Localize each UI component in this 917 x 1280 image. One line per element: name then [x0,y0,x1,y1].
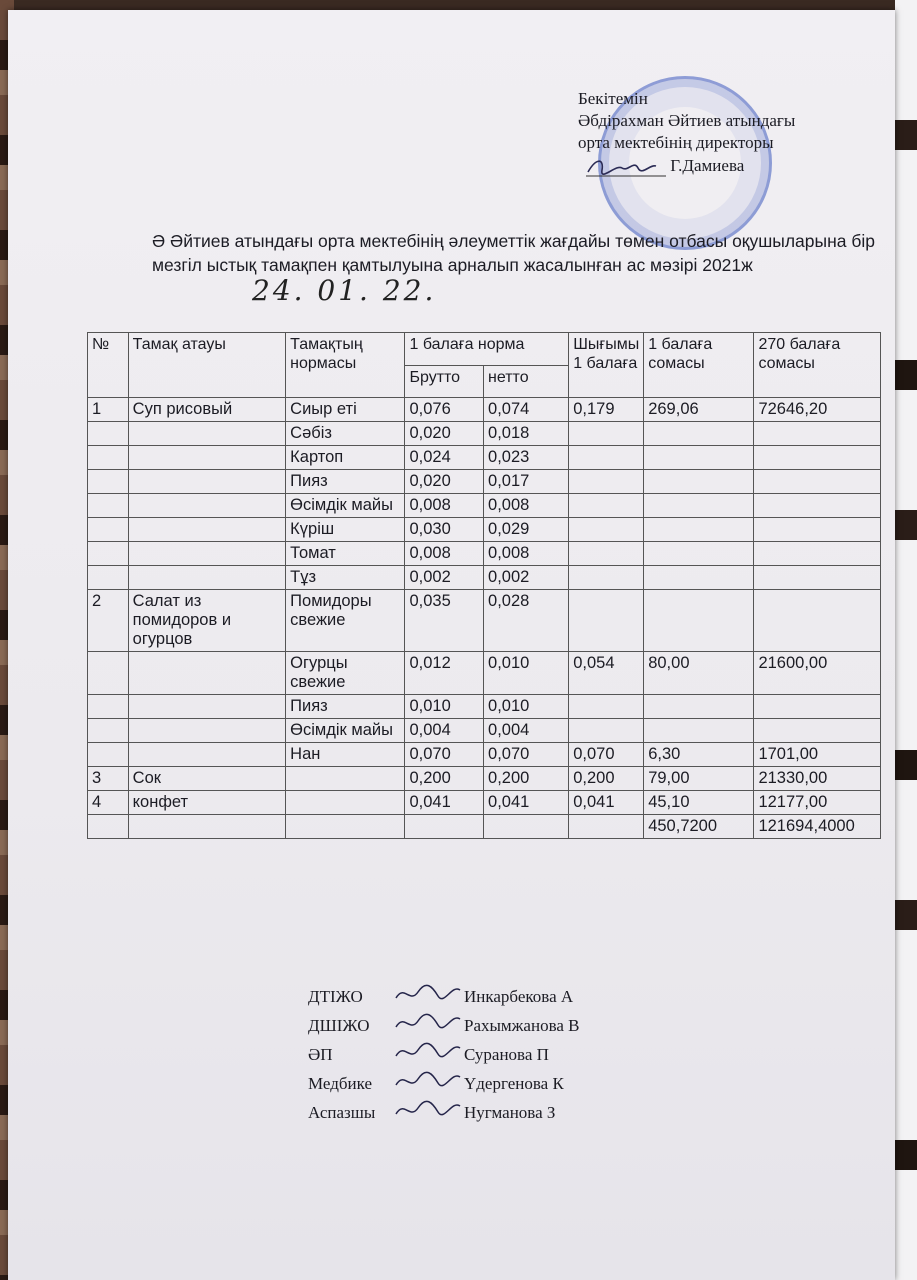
cell-product [286,815,405,839]
cell-yield [569,815,644,839]
table-row [88,398,881,422]
cell-gross: 0,008 [405,494,484,518]
signer-role: ӘП [308,1045,333,1064]
cell-yield [569,542,644,566]
cell-num [88,494,129,518]
document-title [152,229,892,307]
approval-director-name: Г.Дамиева [670,155,745,175]
table-body [88,398,881,839]
header-gross: Брутто [405,366,484,398]
cell-cost-all: 21600,00 [754,652,881,695]
cell-product: Пияз [286,695,405,719]
header-yield: Шығымы 1 балаға [569,333,644,398]
cell-net: 0,023 [484,446,569,470]
handwritten-signature [394,1069,464,1093]
signer-name: Үдергенова К [464,1074,564,1093]
table-row [88,470,881,494]
cell-cost-all [754,719,881,743]
cell-yield [569,719,644,743]
cell-net: 0,008 [484,542,569,566]
cell-num [88,542,129,566]
cell-gross: 0,200 [405,767,484,791]
cell-product: Томат [286,542,405,566]
table-row [88,542,881,566]
cell-cost-one: 450,7200 [644,815,754,839]
cell-cost-one [644,590,754,652]
cell-yield: 0,054 [569,652,644,695]
cell-net: 0,028 [484,590,569,652]
cell-cost-one [644,566,754,590]
menu-table [87,332,881,839]
cell-product: Пияз [286,470,405,494]
table-row [88,695,881,719]
cell-cost-one: 6,30 [644,743,754,767]
cell-dish: Суп рисовый [128,398,286,422]
table-header-row [88,333,881,366]
cell-cost-all [754,566,881,590]
cell-cost-one: 269,06 [644,398,754,422]
cell-cost-one [644,695,754,719]
header-net: нетто [484,366,569,398]
cell-dish [128,719,286,743]
header-norm: Тамақтың нормасы [286,333,405,398]
cell-cost-one: 80,00 [644,652,754,695]
cell-cost-one [644,470,754,494]
cell-num [88,719,129,743]
cell-cost-all: 21330,00 [754,767,881,791]
cell-net: 0,029 [484,518,569,542]
cell-dish [128,743,286,767]
cell-gross: 0,004 [405,719,484,743]
signer-row [308,1098,580,1127]
cell-cost-all: 12177,00 [754,791,881,815]
director-signature [586,154,666,180]
cell-cost-one [644,518,754,542]
cell-net: 0,017 [484,470,569,494]
cell-product: Өсімдік майы [286,494,405,518]
cell-num [88,815,129,839]
header-dish: Тамақ атауы [128,333,286,398]
cell-cost-all [754,695,881,719]
cell-cost-one [644,542,754,566]
cell-cost-one [644,446,754,470]
cell-dish [128,815,286,839]
cell-cost-one [644,719,754,743]
cell-num [88,446,129,470]
cell-yield [569,494,644,518]
cell-cost-all [754,470,881,494]
signer-name: Рахымжанова В [464,1016,580,1035]
cell-product: Өсімдік майы [286,719,405,743]
cell-cost-one: 79,00 [644,767,754,791]
cell-product: Помидоры свежие [286,590,405,652]
cell-gross [405,815,484,839]
cell-num [88,743,129,767]
signer-name: Инкарбекова А [464,987,574,1006]
cell-gross: 0,070 [405,743,484,767]
cell-net: 0,070 [484,743,569,767]
table-row [88,791,881,815]
cell-net: 0,041 [484,791,569,815]
signatures-block [308,982,580,1127]
cell-num [88,566,129,590]
table-row [88,652,881,695]
handwritten-signature [394,1098,464,1122]
table-row [88,815,881,839]
cell-gross: 0,030 [405,518,484,542]
cell-cost-all: 72646,20 [754,398,881,422]
cell-net: 0,004 [484,719,569,743]
signer-row [308,1040,580,1069]
cell-dish [128,470,286,494]
cell-num: 1 [88,398,129,422]
table-row [88,518,881,542]
cell-yield: 0,179 [569,398,644,422]
cell-gross: 0,010 [405,695,484,719]
cell-cost-one [644,422,754,446]
handwritten-signature [394,1011,464,1035]
cell-net: 0,200 [484,767,569,791]
cell-yield [569,590,644,652]
cell-net: 0,010 [484,652,569,695]
cell-dish: конфет [128,791,286,815]
cell-net: 0,010 [484,695,569,719]
cell-num [88,518,129,542]
cell-yield [569,470,644,494]
approval-school: Әбдірахман Әйтиев атындағы [578,111,796,130]
table-row [88,590,881,652]
signer-row [308,1069,580,1098]
table-row [88,422,881,446]
table-row [88,719,881,743]
cell-cost-all [754,446,881,470]
cell-dish [128,422,286,446]
cell-cost-all [754,494,881,518]
table-row [88,743,881,767]
background-fabric-right [895,0,917,1280]
cell-product: Нан [286,743,405,767]
cell-num [88,470,129,494]
header-num: № [88,333,129,398]
cell-cost-all: 1701,00 [754,743,881,767]
cell-num [88,422,129,446]
header-cost-all: 270 балаға сомасы [754,333,881,398]
cell-product [286,791,405,815]
cell-net: 0,074 [484,398,569,422]
cell-cost-one [644,494,754,518]
signer-row [308,1011,580,1040]
cell-product: Сәбіз [286,422,405,446]
approval-block [578,88,868,180]
cell-cost-one: 45,10 [644,791,754,815]
cell-cost-all [754,518,881,542]
table-row [88,446,881,470]
cell-yield: 0,041 [569,791,644,815]
cell-dish [128,652,286,695]
cell-gross: 0,012 [405,652,484,695]
cell-dish [128,518,286,542]
cell-product: Огурцы свежие [286,652,405,695]
cell-gross: 0,020 [405,422,484,446]
cell-num: 3 [88,767,129,791]
cell-dish [128,542,286,566]
cell-net: 0,002 [484,566,569,590]
signer-role: ДТІЖО [308,987,363,1006]
cell-dish [128,494,286,518]
signer-role: Медбике [308,1074,372,1093]
handwritten-date: 24. 01. 22. [252,274,437,307]
cell-product: Картоп [286,446,405,470]
cell-dish: Салат из помидоров и огурцов [128,590,286,652]
signer-name: Нугманова З [464,1103,556,1122]
signer-role: Аспазшы [308,1103,376,1122]
handwritten-signature [394,1040,464,1064]
cell-yield [569,518,644,542]
cell-dish [128,566,286,590]
cell-net: 0,008 [484,494,569,518]
cell-gross: 0,002 [405,566,484,590]
cell-gross: 0,041 [405,791,484,815]
table-row [88,767,881,791]
signer-row [308,982,580,1011]
cell-yield [569,695,644,719]
approval-heading: Бекітемін [578,89,648,108]
cell-num: 4 [88,791,129,815]
signer-name: Суранова П [464,1045,549,1064]
cell-dish: Сок [128,767,286,791]
cell-cost-all [754,542,881,566]
title-text: Ә Әйтиев атындағы орта мектебінің әлеуметтік жағдайы төмен отбасы оқушыларына бір мезгіл ыстық тамақпен қамтылуына арналып жасалынған ас мәзірі 2021ж [152,231,875,275]
cell-yield [569,446,644,470]
cell-yield [569,422,644,446]
cell-yield: 0,070 [569,743,644,767]
cell-dish [128,446,286,470]
cell-cost-all [754,590,881,652]
cell-gross: 0,035 [405,590,484,652]
header-cost-one: 1 балаға сомасы [644,333,754,398]
signer-role: ДШІЖО [308,1016,370,1035]
cell-product: Тұз [286,566,405,590]
cell-cost-all: 121694,4000 [754,815,881,839]
header-child-norm: 1 балаға норма [405,333,569,366]
cell-gross: 0,008 [405,542,484,566]
cell-yield: 0,200 [569,767,644,791]
cell-num [88,652,129,695]
cell-dish [128,695,286,719]
cell-product: Күріш [286,518,405,542]
table-row [88,494,881,518]
cell-product [286,767,405,791]
handwritten-signature [394,982,464,1006]
table-row [88,566,881,590]
cell-product: Сиыр еті [286,398,405,422]
cell-gross: 0,076 [405,398,484,422]
cell-num [88,695,129,719]
cell-net [484,815,569,839]
cell-cost-all [754,422,881,446]
cell-yield [569,566,644,590]
cell-gross: 0,020 [405,470,484,494]
cell-net: 0,018 [484,422,569,446]
cell-num: 2 [88,590,129,652]
cell-gross: 0,024 [405,446,484,470]
approval-position: орта мектебінің директоры [578,133,774,152]
